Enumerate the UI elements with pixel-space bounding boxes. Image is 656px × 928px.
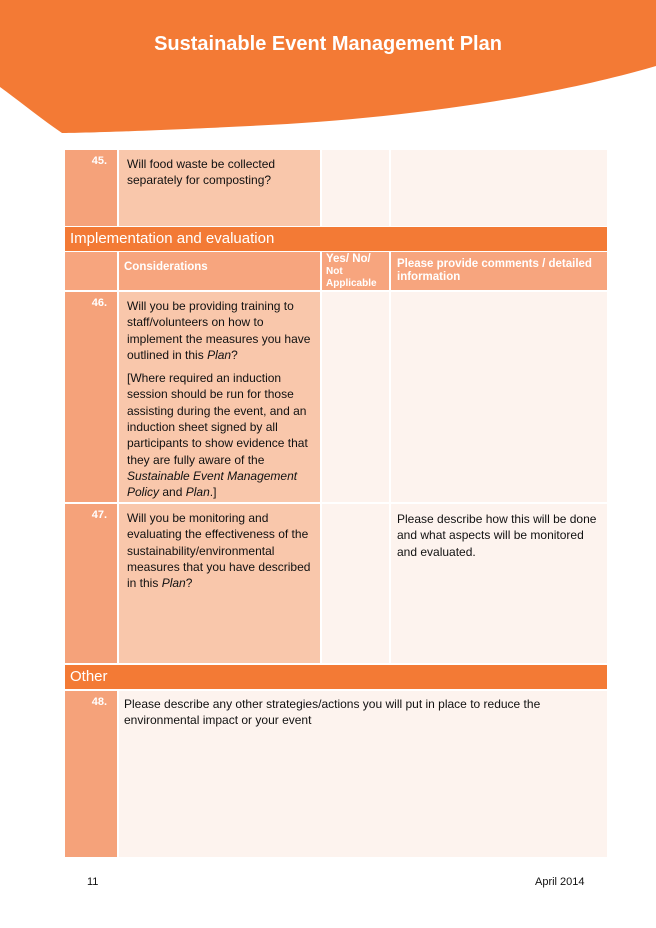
- header-yes-no: [322, 252, 389, 290]
- row-number: 47.: [65, 504, 117, 663]
- row-number: 45.: [65, 150, 117, 226]
- comments-hint: Please describe how this will be done and what aspects will be monitored and evaluated.: [397, 512, 597, 559]
- row-number: 48.: [65, 691, 117, 857]
- comments-cell[interactable]: [391, 150, 607, 226]
- question-text: Will you be monitoring and evaluating the effectiveness of the sustainability/environmental measures that you have described in this Plan?: [127, 511, 311, 591]
- header-comments: Please provide comments / detailed information: [391, 252, 607, 290]
- row-number: 46.: [65, 292, 117, 502]
- comments-cell[interactable]: [391, 292, 607, 502]
- question-cell[interactable]: [119, 691, 607, 857]
- question-cell: Will food waste be collected separately for composting?: [119, 150, 320, 226]
- question-cell: [119, 504, 320, 663]
- question-text: Will you be providing training to staff/volunteers on how to implement the measures you have outlined in this Plan?: [127, 299, 311, 362]
- section-heading-other: Other: [65, 665, 607, 689]
- question-cell: [119, 292, 320, 502]
- question-note: [Where required an induction session should be run for those assisting during the event, and an induction sheet signed by all participants to show evidence that they are fully aware of the Sustainable Event Management Policy and Plan.]: [127, 371, 308, 500]
- page-title: Sustainable Event Management Plan: [154, 33, 502, 55]
- yes-no-cell[interactable]: [322, 150, 389, 226]
- header-banner: [0, 0, 656, 140]
- header-yes-no-line2: Not Applicable: [326, 266, 377, 289]
- footer-date: April 2014: [535, 876, 585, 888]
- section-heading-implementation: Implementation and evaluation: [65, 227, 607, 251]
- header-yes-no-line1: Yes/ No/: [326, 253, 371, 265]
- header-considerations: Considerations: [119, 252, 320, 290]
- yes-no-cell[interactable]: [322, 504, 389, 663]
- banner-shape: [0, 0, 656, 140]
- comments-cell[interactable]: [391, 504, 607, 663]
- header-number-cell: [65, 252, 117, 290]
- page-number: 11: [87, 876, 99, 888]
- yes-no-cell[interactable]: [322, 292, 389, 502]
- question-text: Please describe any other strategies/actions you will put in place to reduce the environmental impact or your event: [124, 697, 541, 728]
